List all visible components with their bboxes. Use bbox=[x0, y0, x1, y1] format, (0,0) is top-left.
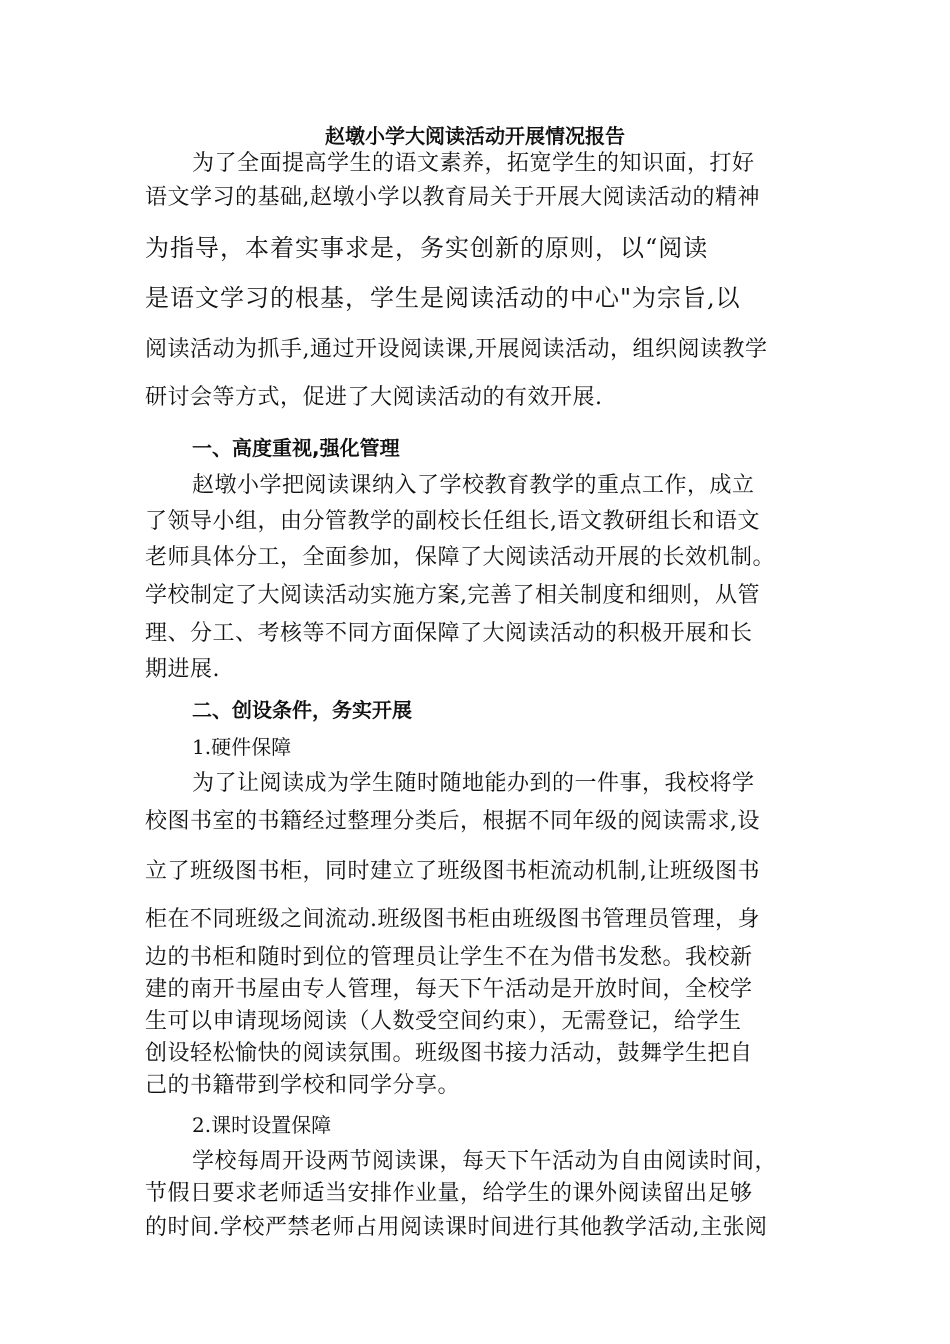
section1-line: 了领导小组，由分管教学的副校长任组长,语文教研组长和语文 bbox=[145, 509, 760, 534]
section2-line: 学校每周开设两节阅读课，每天下午活动为自由阅读时间， bbox=[192, 1149, 778, 1174]
section2-line: 创设轻松愉快的阅读氛围。班级图书接力活动，鼓舞学生把自 bbox=[145, 1041, 753, 1066]
section-heading: 二、创设条件，务实开展 bbox=[192, 698, 412, 722]
section2-line: 节假日要求老师适当安排作业量，给学生的课外阅读留出足够 bbox=[145, 1181, 753, 1206]
intro-line: 阅读活动为抓手,通过开设阅读课,开展阅读活动，组织阅读教学 bbox=[145, 337, 768, 362]
intro-line: 为指导，本着实事求是，务实创新的原则，以“阅读 bbox=[145, 234, 709, 262]
intro-line: 研讨会等方式，促进了大阅读活动的有效开展. bbox=[145, 385, 603, 410]
intro-line: 是语文学习的根基，学生是阅读活动的中心"为宗旨,以 bbox=[145, 284, 741, 312]
section2-line: 生可以申请现场阅读（人数受空间约束），无需登记，给学生 bbox=[145, 1009, 742, 1034]
section1-line: 赵墩小学把阅读课纳入了学校教育教学的重点工作，成立 bbox=[192, 473, 755, 498]
section2-line: 建的南开书屋由专人管理，每天下午活动是开放时间，全校学 bbox=[145, 977, 753, 1002]
intro-line: 为了全面提高学生的语文素养，拓宽学生的知识面，打好 bbox=[192, 151, 755, 176]
section2-line: 的时间.学校严禁老师占用阅读课时间进行其他教学活动,主张阅 bbox=[145, 1215, 768, 1240]
intro-line: 语文学习的基础,赵墩小学以教育局关于开展大阅读活动的精神 bbox=[145, 185, 760, 210]
section1-line: 学校制定了大阅读活动实施方案,完善了相关制度和细则，从管 bbox=[145, 583, 760, 608]
section1-line: 理、分工、考核等不同方面保障了大阅读活动的积极开展和长 bbox=[145, 621, 753, 646]
section1-line: 期进展. bbox=[145, 657, 220, 682]
subsection-title: 1.硬件保障 bbox=[192, 735, 292, 759]
section2-line: 立了班级图书柜，同时建立了班级图书柜流动机制,让班级图书 bbox=[145, 859, 760, 884]
section2-line: 边的书柜和随时到位的管理员让学生不在为借书发愁。我校新 bbox=[145, 945, 753, 970]
subsection-title: 2.课时设置保障 bbox=[192, 1113, 332, 1137]
document-title: 赵墩小学大阅读活动开展情况报告 bbox=[325, 124, 625, 148]
section2-line: 为了让阅读成为学生随时随地能办到的一件事，我校将学 bbox=[192, 771, 755, 796]
section-heading: 一、高度重视,强化管理 bbox=[192, 436, 400, 460]
section2-line: 柜在不同班级之间流动.班级图书柜由班级图书管理员管理，身 bbox=[145, 907, 760, 932]
section2-line: 己的书籍带到学校和同学分享。 bbox=[145, 1073, 461, 1098]
section1-line: 老师具体分工，全面参加，保障了大阅读活动开展的长效机制。 bbox=[145, 545, 776, 570]
section2-line: 校图书室的书籍经过整理分类后，根据不同年级的阅读需求,设 bbox=[145, 809, 760, 834]
